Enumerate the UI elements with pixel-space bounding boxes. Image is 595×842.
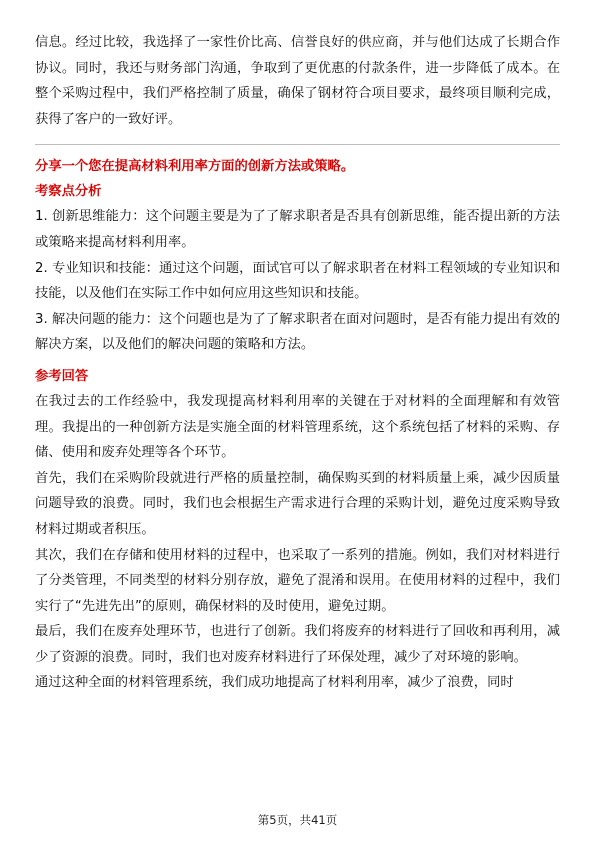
answer-paragraph: 在我过去的工作经验中，我发现提高材料利用率的关键在于对材料的全面理解和有效管理。我提出的一种创新方法是实施全面的材料管理系统，这个系统包括了材料的采购、存储、使用和废弃处理等各个环节。 [35, 393, 560, 461]
analysis-item: 1. 创新思维能力：这个问题主要是为了了解求职者是否具有创新思维，能否提出新的方法或策略来提高材料利用率。 [35, 209, 560, 250]
analysis-item: 2. 专业知识和技能：通过这个问题，面试官可以了解求职者在材料工程领域的专业知识和技能，以及他们在实际工作中如何应用这些知识和技能。 [35, 260, 560, 302]
analysis-title: 考察点分析 [35, 184, 102, 200]
page-number: 第5页，共41页 [257, 813, 338, 827]
answer-title: 参考回答 [35, 368, 89, 384]
answer-paragraph: 首先，我们在采购阶段就进行严格的质量控制，确保购买到的材料质量上乘，减少因质量问题导致的浪费。同时，我们也会根据生产需求进行合理的采购计划，避免过度采购导致材料过期或者积压。 [35, 470, 560, 537]
analysis-item: 3. 解决问题的能力：这个问题也是为了了解求职者在面对问题时，是否有能力提出有效的解决方案，以及他们的解决问题的策略和方法。 [35, 311, 560, 353]
answer-paragraph: 最后，我们在废弃处理环节，也进行了创新。我们将废弃的材料进行了回收和再利用，减少了资源的浪费。同时，我们也对废弃材料进行了环保处理，减少了对环境的影响。 [35, 624, 560, 665]
answer-paragraph: 其次，我们在存储和使用材料的过程中，也采取了一系列的措施。例如，我们对材料进行了分类管理，不同类型的材料分别存放，避免了混淆和误用。在使用材料的过程中，我们实行了“先进先出”的原则，确保材料的及时使用，避免过期。 [35, 547, 560, 614]
intro-paragraph: 信息。经过比较，我选择了一家性价比高、信誉良好的供应商，并与他们达成了长期合作协议。同时，我还与财务部门沟通，争取到了更优惠的付款条件，进一步降低了成本。在整个采购过程中，我们严格控制了质量，确保了钢材符合项目要求，最终项目顺利完成，获得了客户的一致好评。 [35, 35, 560, 127]
question-heading: 分享一个您在提高材料利用率方面的创新方法或策略。 [35, 159, 355, 175]
page-content [35, 30, 560, 696]
answer-paragraph: 通过这种全面的材料管理系统，我们成功地提高了材料利用率，减少了浪费，同时 [35, 675, 514, 691]
section-divider [35, 144, 560, 145]
